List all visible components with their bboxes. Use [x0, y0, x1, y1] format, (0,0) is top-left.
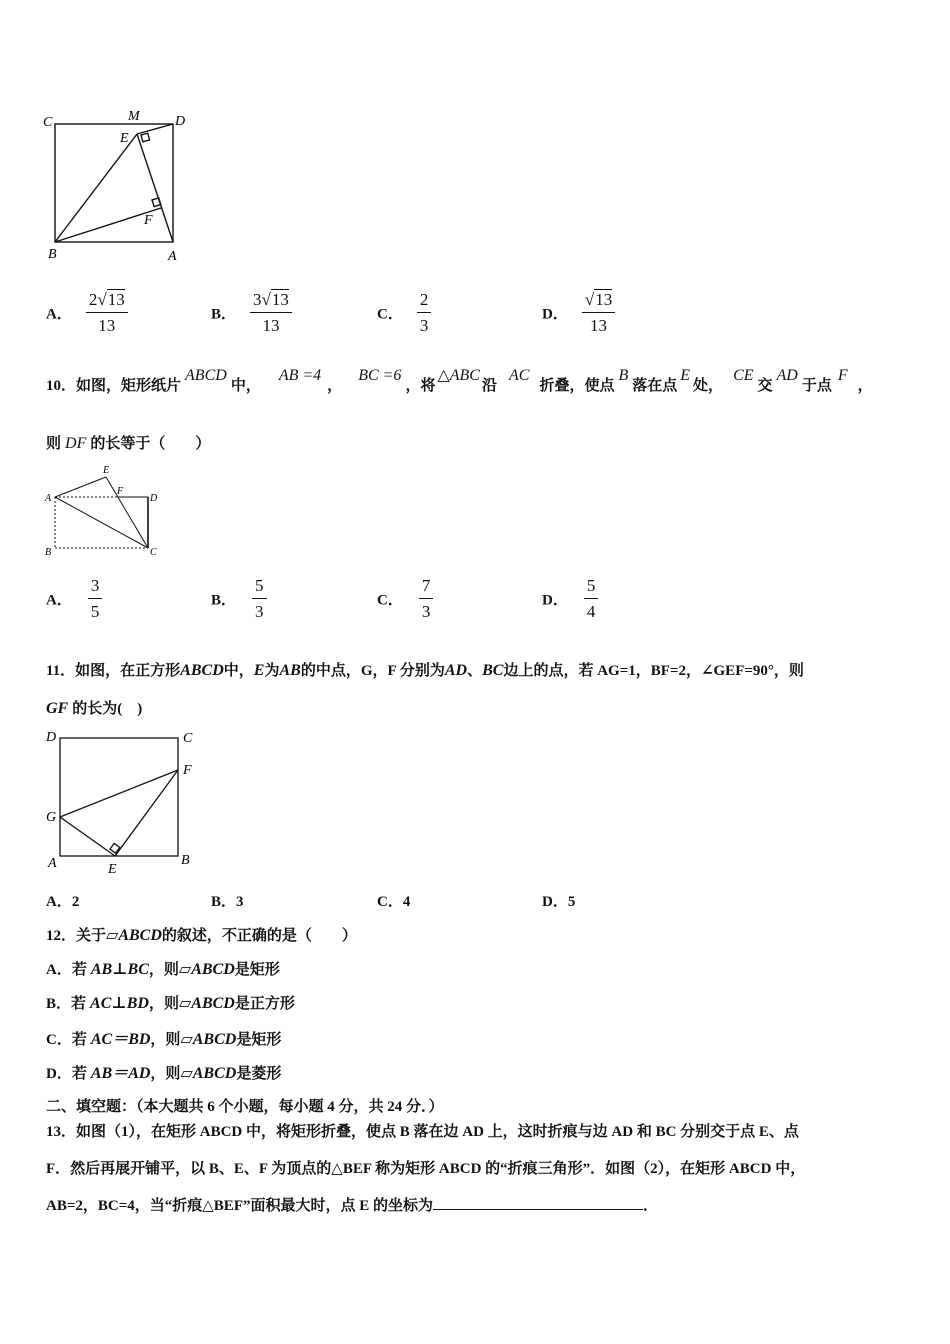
- q10-m7: E: [680, 367, 691, 384]
- q12-option-c-shape: ▱ABCD: [180, 1031, 237, 1048]
- q10-option-a-num: 3: [88, 576, 103, 599]
- q9-right-angle-e: [141, 133, 150, 142]
- q10-t5: 沿: [481, 378, 497, 394]
- q9-option-a-coef: 2: [88, 290, 98, 309]
- q10-figure: [40, 460, 170, 560]
- q9-label-a: A: [168, 249, 177, 264]
- q9-label-f: F: [144, 213, 153, 228]
- q9-option-a[interactable]: [46, 290, 128, 336]
- q10-option-d-num: 5: [584, 576, 599, 599]
- q9-option-c-letter: C．: [377, 306, 403, 323]
- q9-option-a-letter: A．: [46, 306, 72, 323]
- q10-t6: 折叠，使点: [539, 378, 615, 394]
- q10-option-c-den: 3: [421, 602, 431, 621]
- q10-m9: AD: [776, 367, 798, 384]
- q10-line-ac: [55, 497, 148, 548]
- q13-line3: [46, 1194, 658, 1215]
- q11-m3: AB: [279, 662, 301, 679]
- q11-label-b: B: [181, 853, 190, 868]
- q10-option-d-frac: [584, 576, 599, 622]
- q10-t10: 于点: [801, 378, 832, 394]
- q13-line2: F．然后再展开铺平，以 B、E、F 为顶点的△BEF 称为矩形 ABCD 的“折痕三角形”．如图（2），在矩形 ABCD 中，: [46, 1161, 806, 1177]
- q10-line2-post: 的长等于（ ）: [90, 436, 211, 452]
- q12-option-d-pre: D．若: [46, 1066, 87, 1082]
- q9-option-b-frac: $\frac{3√13}{13}$: [250, 290, 292, 336]
- q10-stem-line1: [46, 367, 916, 395]
- q11-stem-line1: [46, 659, 804, 680]
- q9-option-b-den: 13: [262, 316, 280, 335]
- q11-option-b-letter: B．: [211, 894, 237, 910]
- q10-m5: AC: [509, 367, 530, 384]
- q13-answer-blank[interactable]: [433, 1195, 643, 1210]
- q11-t6: 边上的点，若 AG=1，BF=2，∠GEF=90°，则: [503, 663, 804, 679]
- q10-line-ec: [106, 477, 148, 548]
- q12-option-a-pre: A．若: [46, 962, 87, 978]
- q13-line1: 13．如图（1），在矩形 ABCD 中，将矩形折叠，使点 B 落在边 AD 上，这时折痕与边 AD 和 BC 分别交于点 E、点: [46, 1124, 799, 1140]
- q10-t7: 落在点: [632, 378, 678, 394]
- q11-line1: 11．如图，在正方形: [46, 663, 181, 679]
- q10-option-a-letter: A．: [46, 592, 72, 609]
- q10-t2: 中，: [230, 378, 261, 394]
- q11-t5: 、: [467, 663, 483, 679]
- q9-right-angle-f: [152, 198, 161, 207]
- q11-option-a[interactable]: [46, 890, 79, 911]
- q9-line-ed: [137, 124, 173, 134]
- q11-m2: E: [253, 662, 265, 679]
- q12-option-b-shape: ▱ABCD: [178, 995, 235, 1012]
- q11-line2-post: 的长为( ): [72, 701, 143, 717]
- q9-option-c-num: 2: [417, 290, 432, 313]
- q10-option-b-num: 5: [252, 576, 267, 599]
- q9-option-b-coef: 3: [253, 290, 262, 309]
- q9-label-b: B: [48, 247, 57, 262]
- q11-option-b[interactable]: [211, 890, 244, 911]
- q10-option-a[interactable]: [46, 576, 102, 622]
- q12-stem-m: ▱ABCD: [106, 927, 162, 944]
- q12-option-d-cond: AB＝AD: [90, 1065, 151, 1082]
- q9-label-d: D: [175, 114, 186, 129]
- q10-t4: ，将: [405, 378, 436, 394]
- q10-option-a-frac: [88, 576, 103, 622]
- q10-label-a: A: [45, 493, 52, 504]
- q13-line3-pre: AB=2，BC=4，当“折痕△BEF”面积最大时，点 E 的坐标为: [46, 1198, 433, 1214]
- q10-t3: ，: [327, 378, 343, 394]
- q12-option-a-shape: ▱ABCD: [178, 961, 235, 978]
- q13-line3-post: ．: [642, 1198, 658, 1214]
- q9-option-d-letter: D．: [542, 306, 568, 323]
- q10-t11: ，: [857, 378, 873, 394]
- q9-option-a-rad: 13: [107, 290, 125, 309]
- q10-label-b: B: [45, 547, 52, 558]
- q12-option-d-shape: ▱ABCD: [180, 1065, 237, 1082]
- q11-option-b-value: 3: [236, 894, 244, 910]
- q12-stem: [46, 924, 357, 945]
- q10-option-b-den: 3: [255, 602, 264, 621]
- q10-stem-line2: [46, 432, 210, 453]
- q10-option-a-den: 5: [90, 602, 100, 621]
- q9-option-d-rad: 13: [595, 290, 613, 309]
- q12-option-a-post: 是矩形: [234, 962, 280, 978]
- q12-option-d-post: 是菱形: [236, 1066, 282, 1082]
- q9-option-d[interactable]: [542, 290, 615, 336]
- q9-label-e: E: [120, 131, 129, 146]
- q11-option-d[interactable]: [542, 890, 575, 911]
- q10-number: 10．: [46, 378, 77, 394]
- q10-option-b[interactable]: [211, 576, 267, 622]
- q10-m2: AB =4: [278, 367, 322, 384]
- q10-option-d-letter: D．: [542, 592, 568, 609]
- q11-stem-line2: [46, 697, 142, 718]
- q11-label-a: A: [48, 856, 57, 871]
- q10-label-e: E: [103, 465, 110, 476]
- q9-line-ma: [137, 134, 173, 242]
- q9-option-a-den: 13: [98, 316, 116, 335]
- q10-option-c-num: 7: [419, 576, 434, 599]
- q11-figure: [40, 725, 210, 880]
- section-title: 二、填空题：（本大题共 6 个小题，每小题 4 分，共 24 分．）: [46, 1099, 444, 1115]
- q11-option-d-letter: D．: [542, 894, 568, 910]
- q9-option-b-rad: 13: [271, 290, 289, 309]
- q9-label-m: M: [128, 109, 140, 124]
- q9-option-c[interactable]: [377, 290, 431, 336]
- q10-label-d: D: [150, 493, 158, 504]
- q12-option-c-pre: C．若: [46, 1032, 87, 1048]
- q9-option-b[interactable]: [211, 290, 292, 336]
- q11-line2-m: GF: [46, 700, 69, 717]
- q9-line-bm: [55, 134, 137, 242]
- q9-option-c-frac: [417, 290, 432, 336]
- q12-option-b-cond: AC⊥BD: [90, 995, 149, 1012]
- q10-option-c[interactable]: [377, 576, 433, 622]
- q10-m3: BC =6: [358, 367, 402, 384]
- q12-option-c-mid: ，则: [150, 1032, 181, 1048]
- q9-option-d-frac: $\frac{√13}{13}$: [582, 290, 615, 336]
- q12-stem-post: 的叙述，不正确的是（ ）: [161, 928, 357, 944]
- q12-option-c-cond: AC＝BD: [90, 1031, 151, 1048]
- q10-line2-pre: 则: [46, 436, 62, 452]
- q10-line2-m: DF: [65, 435, 87, 452]
- q12-option-b-pre: B．若: [46, 996, 87, 1012]
- q10-option-c-frac: [419, 576, 434, 622]
- q11-label-c: C: [183, 731, 193, 746]
- q12-option-b-post: 是正方形: [234, 996, 295, 1012]
- q10-option-d-den: 4: [586, 602, 596, 621]
- q11-option-c-letter: C．: [377, 894, 403, 910]
- q11-label-d: D: [46, 730, 57, 745]
- q11-option-c-value: 4: [402, 894, 411, 910]
- q11-t4: 的中点，G，F 分别为: [300, 663, 445, 679]
- q10-option-c-letter: C．: [377, 592, 403, 609]
- q11-t3: 为: [264, 663, 280, 679]
- q12-option-d[interactable]: [46, 1060, 281, 1083]
- q10-label-f: F: [117, 486, 124, 497]
- q11-m4: AD: [444, 662, 468, 679]
- q11-label-g: G: [46, 810, 57, 825]
- q12-option-d-mid: ，则: [150, 1066, 181, 1082]
- q12-option-a[interactable]: [46, 958, 280, 979]
- q11-label-f: F: [183, 763, 192, 778]
- q12-option-c[interactable]: [46, 1026, 281, 1049]
- q12-option-a-cond: AB⊥BC: [90, 961, 149, 978]
- q11-option-a-letter: A．: [46, 894, 72, 910]
- q9-label-c: C: [43, 115, 53, 130]
- q11-square: [60, 738, 178, 856]
- q10-line-ae: [55, 477, 106, 497]
- q10-m1: ABCD: [185, 367, 227, 384]
- q10-label-c: C: [150, 547, 157, 558]
- q12-option-b-mid: ，则: [148, 996, 179, 1012]
- q10-m6: B: [618, 367, 629, 384]
- q9-option-a-frac: $\frac{2√13}{13}$: [86, 290, 128, 336]
- q10-t1: 如图，矩形纸片: [76, 378, 182, 394]
- q10-m8: CE: [733, 367, 754, 384]
- q11-option-d-value: 5: [567, 894, 576, 910]
- q9-square: [55, 124, 173, 242]
- q9-option-b-letter: B．: [211, 306, 237, 323]
- q10-t8: 处，: [693, 378, 724, 394]
- q12-option-a-mid: ，则: [148, 962, 179, 978]
- q11-line-ge: [60, 817, 115, 856]
- q10-option-d[interactable]: [542, 576, 598, 622]
- q12-option-b[interactable]: [46, 992, 295, 1013]
- q12-option-c-post: 是矩形: [236, 1032, 282, 1048]
- q11-option-c[interactable]: [377, 890, 410, 911]
- q10-m4: △ABC: [437, 367, 480, 384]
- q10-m10: F: [837, 367, 848, 384]
- q11-label-e: E: [108, 862, 117, 877]
- q9-figure: [40, 100, 200, 270]
- q10-option-b-letter: B．: [211, 592, 237, 609]
- q11-m5: BC: [482, 662, 504, 679]
- q11-t2: 中，: [223, 663, 254, 679]
- q10-option-b-frac: [252, 576, 267, 622]
- q9-option-d-den: 13: [590, 316, 608, 335]
- q10-t9: 交: [757, 378, 773, 394]
- q11-m1: ABCD: [180, 662, 224, 679]
- q9-option-c-den: 3: [419, 316, 429, 335]
- q11-option-a-value: 2: [71, 894, 80, 910]
- q12-stem-pre: 12．关于: [46, 928, 107, 944]
